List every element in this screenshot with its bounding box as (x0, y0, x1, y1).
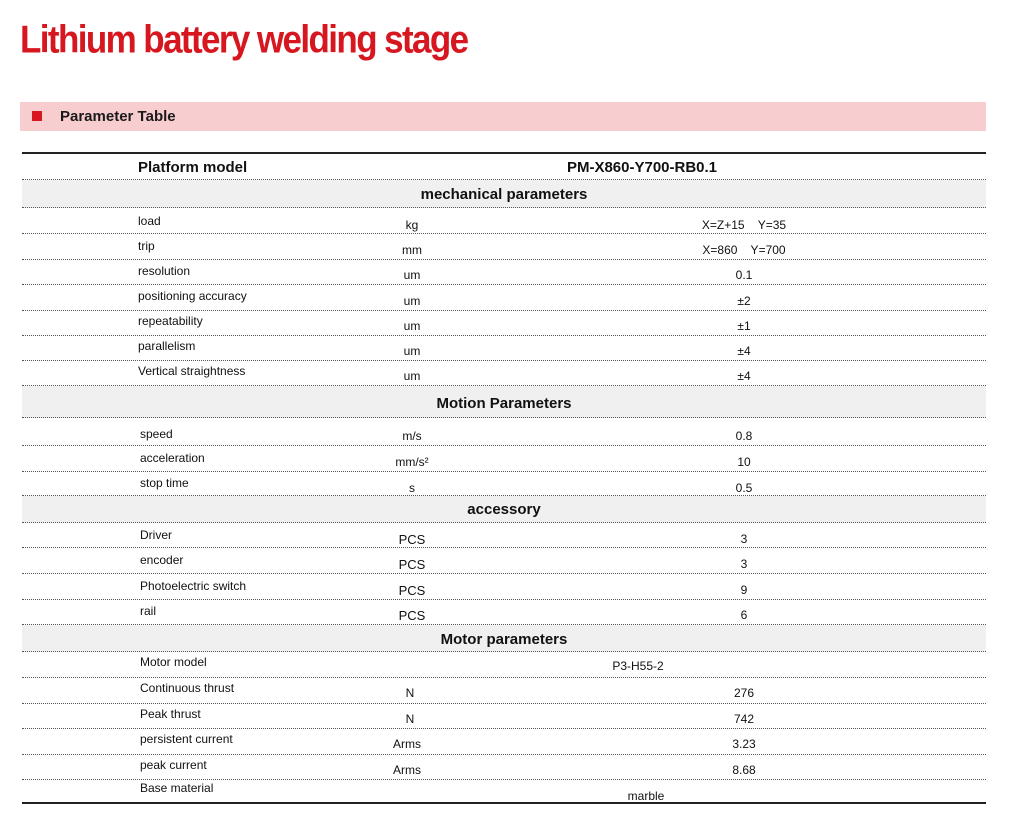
section-heading-row (22, 625, 986, 652)
param-value: 0.8 (735, 429, 753, 443)
param-label: Continuous thrust (140, 681, 235, 695)
param-unit: PCS (398, 532, 426, 547)
param-unit: kg (405, 218, 419, 232)
param-label: peak current (140, 758, 207, 772)
param-label: encoder (140, 553, 184, 567)
table-row (22, 780, 986, 804)
param-unit: um (403, 319, 421, 333)
param-value: 6 (740, 608, 748, 622)
param-value: X=860 Y=700 (702, 243, 786, 257)
param-value: ±4 (737, 344, 751, 358)
param-value: 276 (733, 686, 755, 700)
param-value: X=Z+15 Y=35 (701, 218, 787, 232)
table-row (22, 336, 986, 361)
param-unit: mm (402, 243, 422, 257)
param-value: 3 (740, 532, 748, 546)
table-row (22, 548, 986, 574)
param-unit: PCS (398, 608, 426, 623)
table-row (22, 704, 986, 729)
param-label: positioning accuracy (138, 289, 247, 303)
param-unit: Arms (393, 763, 421, 777)
table-row (22, 361, 986, 386)
section-heading-row (22, 180, 986, 208)
param-unit: N (405, 686, 415, 700)
param-value: 3.23 (732, 737, 756, 751)
section-heading: mechanical parameters (420, 186, 588, 203)
param-label: Photoelectric switch (140, 579, 247, 593)
param-label: repeatability (138, 314, 203, 328)
table-row (22, 285, 986, 311)
param-value: 10 (737, 455, 751, 469)
param-label: parallelism (138, 339, 196, 353)
table-row (22, 472, 986, 496)
param-unit: um (403, 369, 421, 383)
param-label: Vertical straightness (138, 364, 246, 378)
table-row (22, 523, 986, 548)
param-unit: N (405, 712, 415, 726)
table-row (22, 418, 986, 446)
table-row (22, 260, 986, 285)
param-value: ±1 (737, 319, 751, 333)
parameter-table (22, 152, 986, 804)
table-row (22, 311, 986, 336)
section-heading: Motion Parameters (436, 395, 572, 412)
table-row (22, 678, 986, 704)
param-label: load (138, 214, 161, 228)
param-value: 0.1 (735, 268, 753, 282)
param-value: marble (627, 789, 665, 803)
param-value: ±4 (737, 369, 751, 383)
param-label: resolution (138, 264, 191, 278)
param-unit: um (403, 294, 421, 308)
table-row (22, 755, 986, 780)
param-unit: PCS (398, 583, 426, 598)
param-value: ±2 (737, 294, 751, 308)
table-row (22, 234, 986, 260)
param-unit: Arms (393, 737, 421, 751)
table-row (22, 574, 986, 600)
param-label: Motor model (140, 655, 207, 669)
platform-row (22, 154, 986, 180)
section-heading-row (22, 496, 986, 523)
param-unit: PCS (398, 557, 426, 572)
param-value: 742 (733, 712, 755, 726)
param-unit: s (409, 481, 415, 495)
param-label: acceleration (140, 451, 205, 465)
section-header-parameter-table (20, 102, 986, 131)
param-label: stop time (140, 476, 189, 490)
param-value: 9 (740, 583, 748, 597)
section-label: Parameter Table (60, 108, 176, 125)
param-value: P3-H55-2 (612, 659, 664, 673)
page-title: Lithium battery welding stage (20, 18, 468, 62)
param-unit: mm/s² (395, 455, 429, 469)
platform-value: PM-X860-Y700-RB0.1 (566, 159, 718, 176)
param-unit: m/s (402, 429, 422, 443)
table-row (22, 600, 986, 625)
param-value: 8.68 (732, 763, 756, 777)
red-square-icon (32, 111, 42, 121)
param-label: Base material (140, 781, 214, 795)
table-row (22, 446, 986, 472)
platform-label: Platform model (138, 159, 248, 176)
section-heading-row (22, 386, 986, 418)
param-label: rail (140, 604, 157, 618)
param-unit: um (403, 268, 421, 282)
table-row (22, 729, 986, 755)
param-label: trip (138, 239, 155, 253)
param-label: Peak thrust (140, 707, 201, 721)
section-heading: Motor parameters (440, 631, 568, 648)
param-value: 3 (740, 557, 748, 571)
param-label: persistent current (140, 732, 233, 746)
table-row (22, 208, 986, 234)
param-unit: um (403, 344, 421, 358)
section-heading: accessory (467, 501, 541, 518)
param-value: 0.5 (735, 481, 753, 495)
param-label: Driver (140, 528, 172, 542)
param-label: speed (140, 427, 173, 441)
table-row (22, 652, 986, 678)
